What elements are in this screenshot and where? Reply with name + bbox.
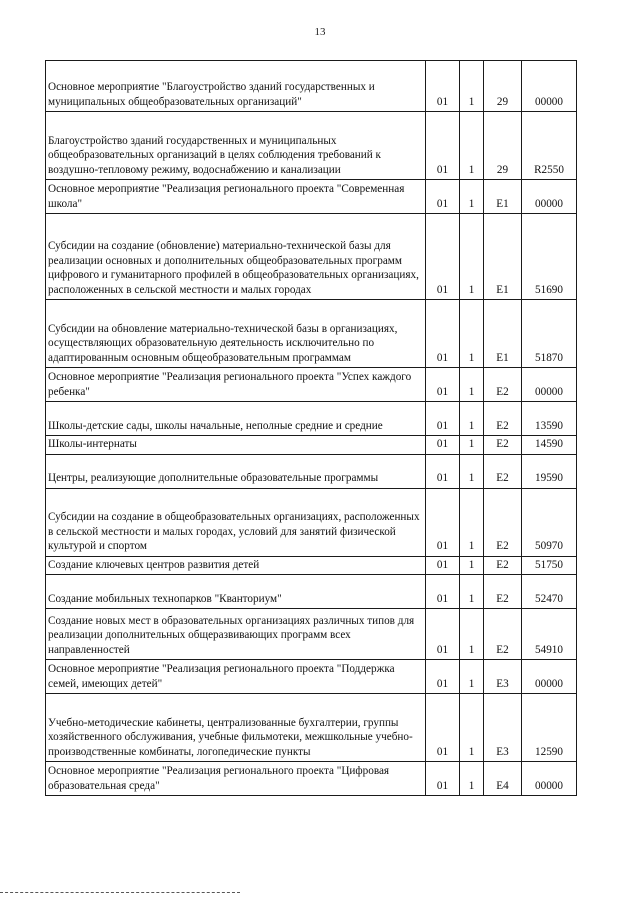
- code-cell-3: E1: [484, 180, 522, 214]
- code-cell-1: 01: [426, 556, 460, 575]
- row-name-cell: Основное мероприятие "Реализация регионального проекта "Цифровая образовательная среда": [46, 762, 426, 796]
- code-cell-3: E2: [484, 488, 522, 556]
- code-cell-3: E3: [484, 694, 522, 762]
- code-cell-3: E4: [484, 762, 522, 796]
- code-cell-4: 51690: [522, 214, 577, 300]
- code-cell-2: 1: [460, 660, 484, 694]
- code-cell-1: 01: [426, 454, 460, 488]
- code-cell-2: 1: [460, 214, 484, 300]
- page-number: 13: [314, 26, 326, 38]
- code-cell-3: E2: [484, 368, 522, 402]
- code-cell-4: 51870: [522, 300, 577, 368]
- table-row: [46, 61, 577, 112]
- code-cell-1: 01: [426, 575, 460, 609]
- row-name-cell: Учебно-методические кабинеты, централизованные бухгалтерии, группы хозяйственного обслуживания, учебные фильмотеки, межшкольные учебно-производственные комбинаты, логопедические пункты: [46, 694, 426, 762]
- table-row: [46, 300, 577, 368]
- code-cell-3: E2: [484, 556, 522, 575]
- code-cell-2: 1: [460, 436, 484, 455]
- code-cell-2: 1: [460, 488, 484, 556]
- table-row: [46, 214, 577, 300]
- code-cell-4: R2550: [522, 112, 577, 180]
- table-row: [46, 112, 577, 180]
- code-cell-2: 1: [460, 609, 484, 660]
- code-cell-3: E2: [484, 402, 522, 436]
- code-cell-1: 01: [426, 762, 460, 796]
- row-name-cell: Создание ключевых центров развития детей: [46, 556, 426, 575]
- row-name-cell: Основное мероприятие "Реализация регионального проекта "Успех каждого ребенка": [46, 368, 426, 402]
- row-name-cell: Основное мероприятие "Благоустройство зданий государственных и муниципальных общеобразовательных организаций": [46, 61, 426, 112]
- table-row: [46, 436, 577, 455]
- row-name-cell: Школы-интернаты: [46, 436, 426, 455]
- code-cell-3: E3: [484, 660, 522, 694]
- table-row: [46, 488, 577, 556]
- code-cell-4: 51750: [522, 556, 577, 575]
- code-cell-4: 54910: [522, 609, 577, 660]
- table-row: [46, 575, 577, 609]
- code-cell-4: 00000: [522, 762, 577, 796]
- code-cell-4: 00000: [522, 61, 577, 112]
- code-cell-2: 1: [460, 368, 484, 402]
- code-cell-1: 01: [426, 660, 460, 694]
- code-cell-3: E1: [484, 300, 522, 368]
- table-row: [46, 660, 577, 694]
- code-cell-1: 01: [426, 694, 460, 762]
- code-cell-1: 01: [426, 61, 460, 112]
- code-cell-2: 1: [460, 300, 484, 368]
- table-row: [46, 609, 577, 660]
- code-cell-2: 1: [460, 454, 484, 488]
- code-cell-1: 01: [426, 180, 460, 214]
- table-row: [46, 368, 577, 402]
- code-cell-1: 01: [426, 436, 460, 455]
- code-cell-4: 00000: [522, 660, 577, 694]
- code-cell-2: 1: [460, 112, 484, 180]
- row-name-cell: Субсидии на создание в общеобразовательных организациях, расположенных в сельской местности и малых городах, условий для занятий физической культурой и спортом: [46, 488, 426, 556]
- code-cell-1: 01: [426, 402, 460, 436]
- code-cell-1: 01: [426, 609, 460, 660]
- code-cell-3: E1: [484, 214, 522, 300]
- row-name-cell: Основное мероприятие "Реализация регионального проекта "Поддержка семей, имеющих детей": [46, 660, 426, 694]
- code-cell-2: 1: [460, 762, 484, 796]
- code-cell-4: 00000: [522, 368, 577, 402]
- code-cell-1: 01: [426, 368, 460, 402]
- code-cell-3: E2: [484, 454, 522, 488]
- table-body: [46, 61, 577, 796]
- code-cell-4: 13590: [522, 402, 577, 436]
- code-cell-2: 1: [460, 61, 484, 112]
- code-cell-4: 00000: [522, 180, 577, 214]
- code-cell-1: 01: [426, 300, 460, 368]
- code-cell-3: E2: [484, 436, 522, 455]
- row-name-cell: Благоустройство зданий государственных и муниципальных общеобразовательных организаций в целях соблюдения требований к воздушно-тепловому режиму, водоснабжению и канализации: [46, 112, 426, 180]
- row-name-cell: Основное мероприятие "Реализация регионального проекта "Современная школа": [46, 180, 426, 214]
- table-row: [46, 762, 577, 796]
- budget-classification-table: [45, 60, 577, 796]
- row-name-cell: Школы-детские сады, школы начальные, неполные средние и средние: [46, 402, 426, 436]
- code-cell-4: 19590: [522, 454, 577, 488]
- code-cell-4: 52470: [522, 575, 577, 609]
- code-cell-3: 29: [484, 112, 522, 180]
- code-cell-2: 1: [460, 575, 484, 609]
- table-row: [46, 556, 577, 575]
- code-cell-4: 50970: [522, 488, 577, 556]
- row-name-cell: Центры, реализующие дополнительные образовательные программы: [46, 454, 426, 488]
- row-name-cell: Создание мобильных технопарков "Кванториум": [46, 575, 426, 609]
- code-cell-2: 1: [460, 556, 484, 575]
- row-name-cell: Субсидии на создание (обновление) материально-технической базы для реализации основных и дополнительных общеобразовательных программ цифрового и гуманитарного профилей в общеобразовательных организациях, расположенных в сельской местности и малых городах: [46, 214, 426, 300]
- table-row: [46, 180, 577, 214]
- page-bottom-rule: [0, 892, 240, 893]
- table-row: [46, 402, 577, 436]
- code-cell-2: 1: [460, 694, 484, 762]
- code-cell-3: E2: [484, 575, 522, 609]
- code-cell-1: 01: [426, 488, 460, 556]
- row-name-cell: Субсидии на обновление материально-технической базы в организациях, осуществляющих образовательную деятельность исключительно по адаптированным основным общеобразовательным программам: [46, 300, 426, 368]
- code-cell-2: 1: [460, 402, 484, 436]
- table-row: [46, 694, 577, 762]
- code-cell-3: 29: [484, 61, 522, 112]
- code-cell-1: 01: [426, 112, 460, 180]
- code-cell-1: 01: [426, 214, 460, 300]
- code-cell-4: 14590: [522, 436, 577, 455]
- table-row: [46, 454, 577, 488]
- row-name-cell: Создание новых мест в образовательных организациях различных типов для реализации дополнительных общеразвивающих программ всех направленностей: [46, 609, 426, 660]
- code-cell-2: 1: [460, 180, 484, 214]
- code-cell-4: 12590: [522, 694, 577, 762]
- code-cell-3: E2: [484, 609, 522, 660]
